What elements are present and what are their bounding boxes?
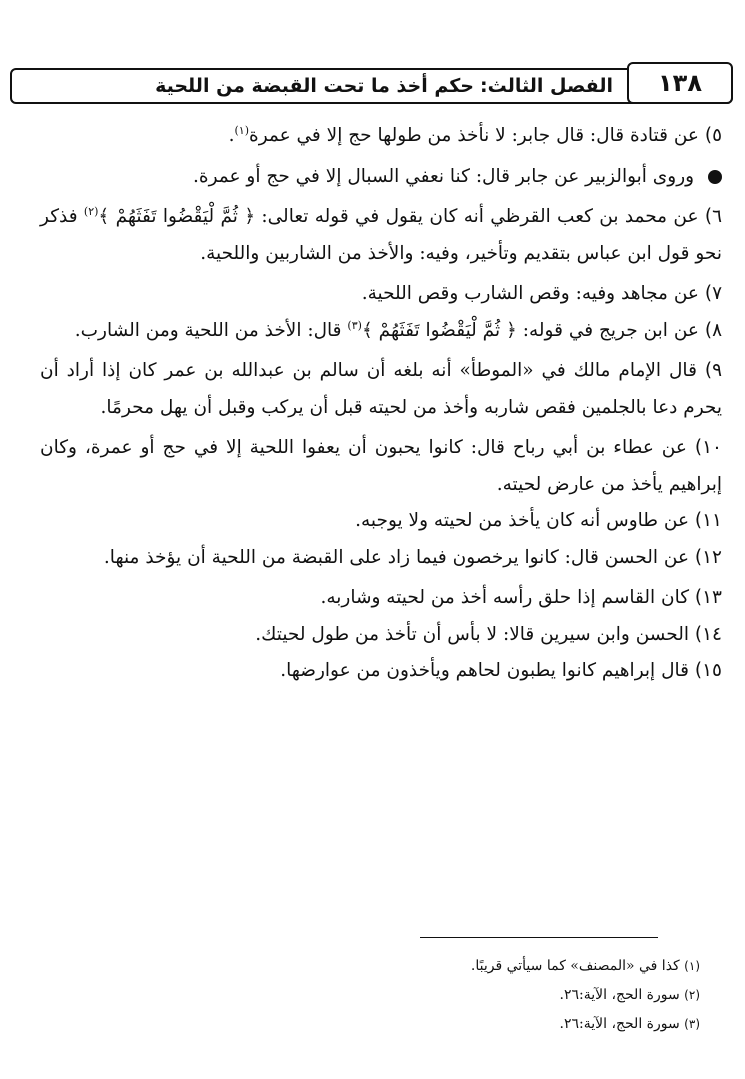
paragraph-text: الحسن وابن سيرين قالا: لا بأس أن تأخذ من طول لحيتك. bbox=[255, 623, 690, 645]
paragraph-5 bbox=[40, 118, 722, 155]
chapter-label: الفصل الثالث: bbox=[480, 75, 613, 97]
quran-verse: ﴿ ثُمَّ لْيَقْضُوا تَفَثَهُمْ ﴾ bbox=[98, 206, 256, 227]
paragraph-number: ١٠) bbox=[694, 437, 722, 458]
paragraph-text: عن محمد بن كعب القرظي أنه كان يقول في قوله تعالى: bbox=[261, 206, 699, 227]
footnote-number: (١) bbox=[684, 959, 700, 973]
footnote-3 bbox=[40, 1010, 722, 1039]
paragraph-11 bbox=[40, 503, 722, 540]
paragraph-14 bbox=[40, 617, 722, 654]
paragraph-text: عن عطاء بن أبي رباح قال: كانوا يحبون أن يعفوا اللحية إلا في حج أو عمرة، وكان إبراهيم يأخذ من عارض لحيته. bbox=[40, 437, 722, 495]
footnote-ref-3[interactable]: (٣) bbox=[347, 318, 362, 332]
paragraph-15 bbox=[40, 653, 722, 690]
paragraph-number: ٧) bbox=[704, 283, 722, 304]
paragraph-text: عن الحسن قال: كانوا يرخصون فيما زاد على القبضة من اللحية أن يؤخذ منها. bbox=[103, 546, 690, 568]
paragraph-text: كان القاسم إذا حلق رأسه أخذ من لحيته وشاربه. bbox=[320, 587, 690, 608]
paragraph-number: ١٤) bbox=[694, 623, 722, 645]
paragraph-text: قال إبراهيم كانوا يطبون لحاهم ويأخذون من عوارضها. bbox=[280, 660, 690, 681]
paragraph-number: ٦) bbox=[704, 206, 723, 227]
footnote-text: سورة الحج، الآية:٢٦. bbox=[559, 987, 680, 1003]
paragraph-text-continued: قال: الأخذ من اللحية ومن الشارب. bbox=[74, 319, 342, 341]
paragraph-text: قال الإمام مالك في «الموطأ» أنه بلغه أن سالم بن عبدالله بن عمر كان إذا أراد أن يحرم دعا بالجلمين فقص شاربه وأخذ من لحيته قبل أن يركب وقبل أن يهل محرمًا. bbox=[40, 360, 722, 418]
paragraph-text: عن قتادة قال: قال جابر: لا نأخذ من طولها حج إلا في عمرة bbox=[249, 125, 699, 146]
paragraph-bullet bbox=[40, 159, 722, 196]
paragraph-6 bbox=[40, 199, 722, 272]
paragraph-number: ١٢) bbox=[694, 546, 722, 568]
footnote-1 bbox=[40, 952, 722, 981]
page-header bbox=[10, 62, 733, 106]
paragraph-number: ٨) bbox=[704, 319, 722, 341]
footnote-separator bbox=[420, 937, 658, 938]
paragraph-end: . bbox=[228, 125, 235, 146]
quran-verse: ﴿ ثُمَّ لْيَقْضُوا تَفَثَهُمْ ﴾ bbox=[361, 319, 517, 341]
page-number: ١٣٨ bbox=[627, 62, 733, 104]
bullet-icon bbox=[708, 170, 722, 184]
paragraph-text: عن طاوس أنه كان يأخذ من لحيته ولا يوجبه. bbox=[355, 510, 690, 531]
footnote-2 bbox=[40, 981, 722, 1010]
paragraph-9 bbox=[40, 353, 722, 426]
paragraph-8 bbox=[40, 313, 722, 350]
paragraph-number: ١١) bbox=[694, 510, 722, 531]
footnote-ref-2[interactable]: (٢) bbox=[83, 204, 99, 218]
paragraph-7 bbox=[40, 276, 722, 313]
footnote-number: (٢) bbox=[684, 988, 700, 1002]
paragraph-text: وروى أبوالزبير عن جابر قال: كنا نعفي السبال إلا في حج أو عمرة. bbox=[193, 165, 695, 187]
footnote-text: سورة الحج، الآية:٢٦. bbox=[559, 1016, 680, 1032]
footnote-number: (٣) bbox=[684, 1017, 700, 1031]
paragraph-text: عن ابن جريج في قوله: bbox=[522, 319, 699, 341]
footnote-ref-1[interactable]: (١) bbox=[234, 123, 249, 137]
footnotes bbox=[40, 952, 722, 1039]
paragraph-number: ٥) bbox=[704, 125, 722, 146]
paragraph-text: عن مجاهد وفيه: وقص الشارب وقص اللحية. bbox=[361, 283, 699, 304]
paragraph-number: ٩) bbox=[704, 360, 722, 381]
main-text bbox=[40, 118, 722, 690]
paragraph-number: ١٥) bbox=[694, 660, 722, 681]
paragraph-13 bbox=[40, 580, 722, 617]
chapter-heading bbox=[155, 70, 613, 102]
paragraph-10 bbox=[40, 430, 722, 503]
paragraph-number: ١٣) bbox=[694, 587, 722, 608]
chapter-title: حكم أخذ ما تحت القبضة من اللحية bbox=[155, 75, 474, 97]
paragraph-12 bbox=[40, 540, 722, 577]
footnote-text: كذا في «المصنف» كما سيأتي قريبًا. bbox=[470, 958, 680, 974]
paragraph-text-continued: فذكر نحو قول ابن عباس بتقديم وتأخير، وفيه: والأخذ من الشاربين واللحية. bbox=[40, 206, 722, 264]
